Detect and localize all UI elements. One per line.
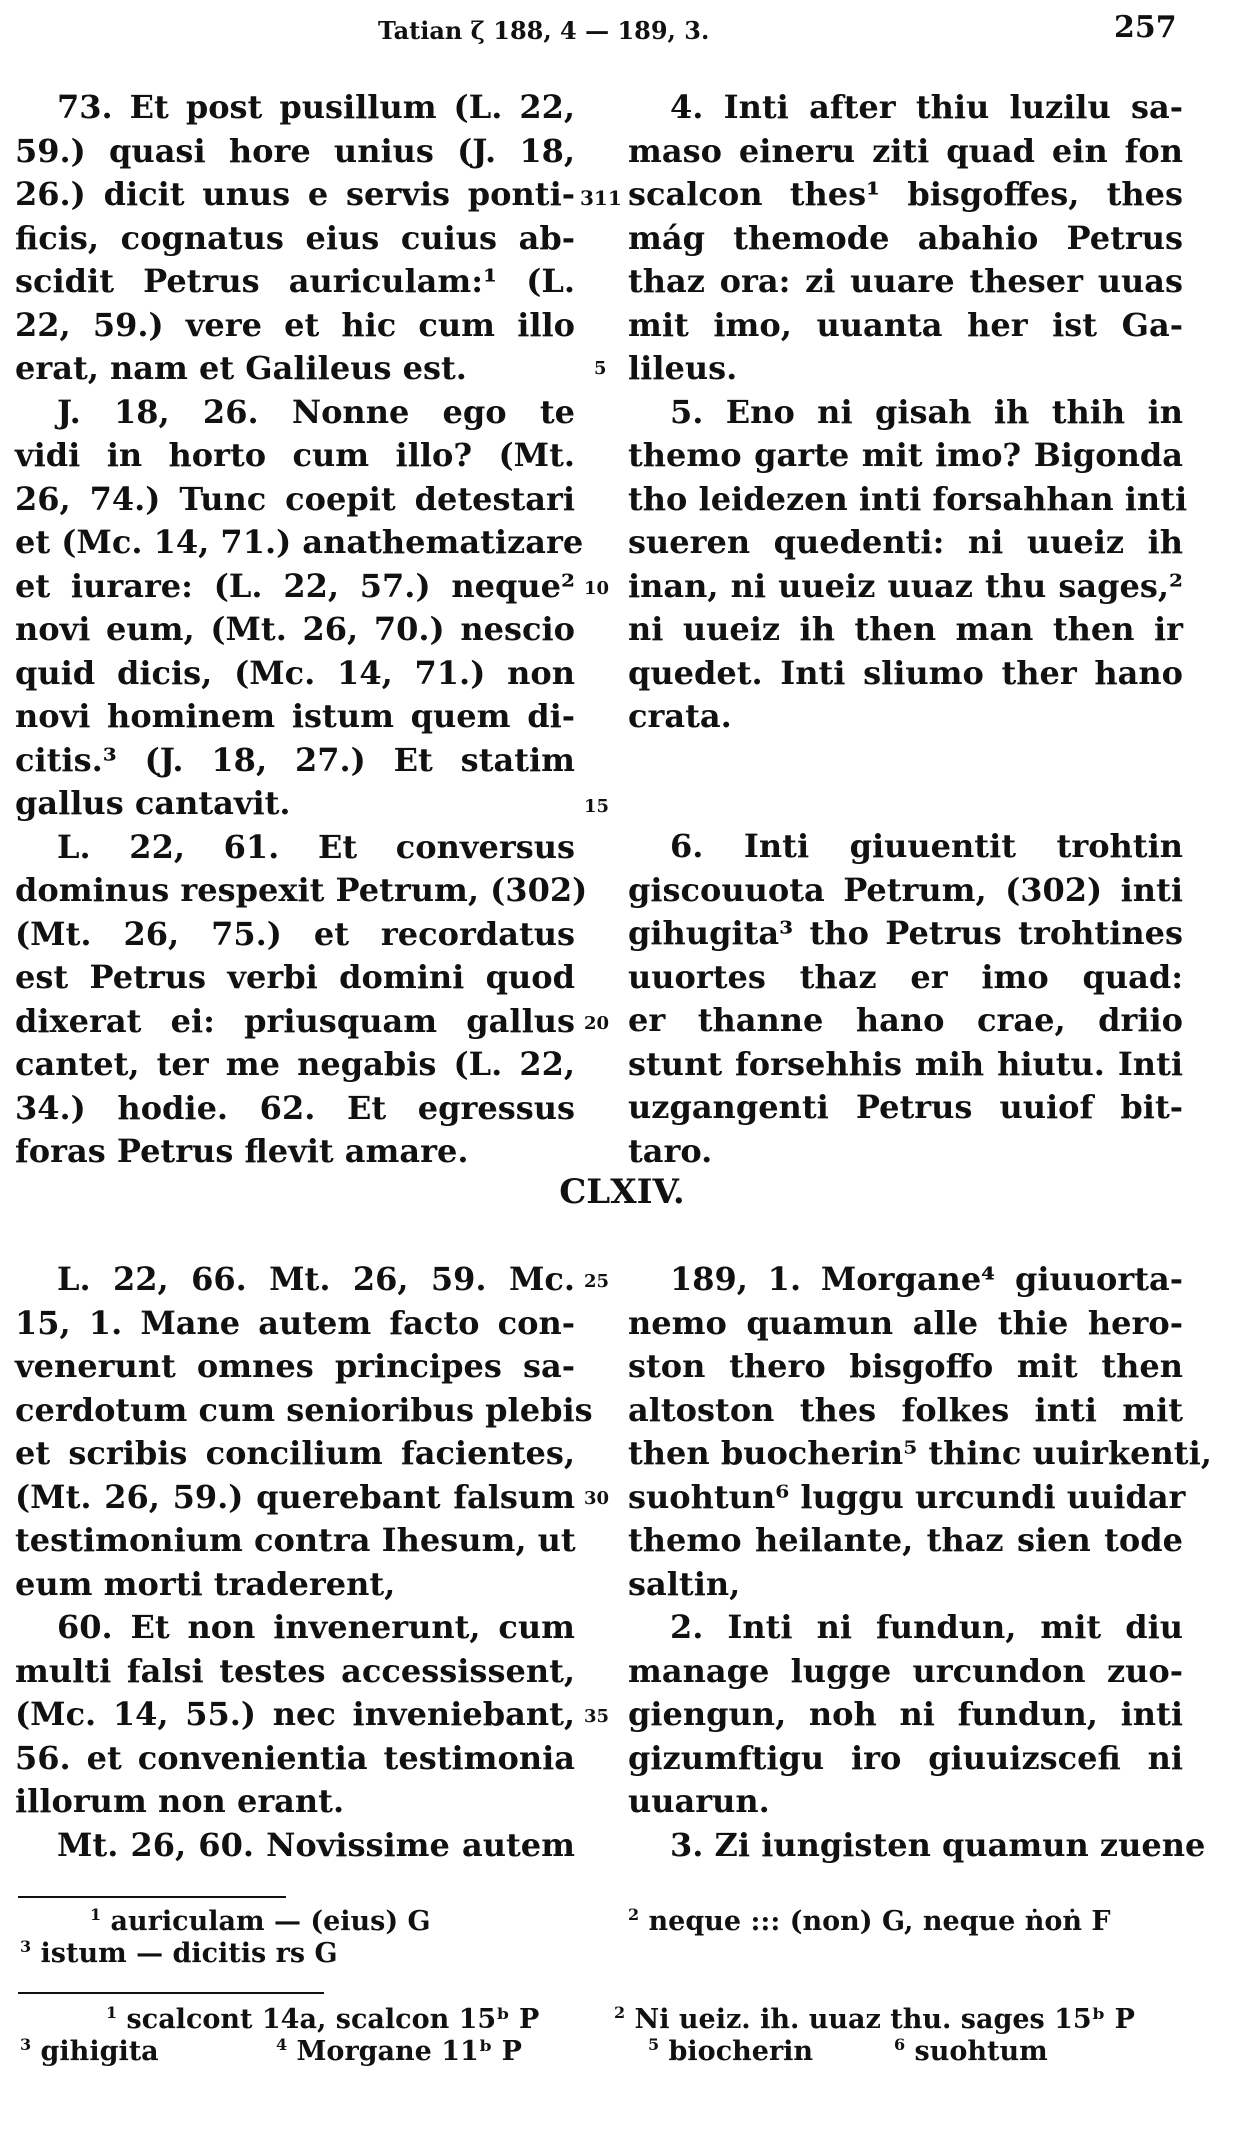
text-line: novi hominem istum quem di-	[15, 697, 575, 735]
text-line: quedet. Inti sliumo ther hano	[628, 653, 1183, 692]
manuscript-page-number: 311	[580, 186, 622, 210]
text-line: crata.	[628, 697, 732, 735]
latin-column-upper	[15, 86, 588, 1174]
line-number: 5	[594, 358, 607, 379]
text-line: 3. Zi iungisten quamun zuene	[670, 1825, 1206, 1864]
text-line: et (Mc. 14, 71.) anathematizare	[15, 523, 584, 561]
footnote-ohg-3	[20, 2036, 159, 2068]
line-number: 20	[584, 1013, 610, 1034]
text-line: sueren quedenti: ni uueiz ih	[628, 523, 1183, 561]
line-number: 25	[584, 1271, 610, 1292]
footnote-ohg-6	[894, 2036, 1048, 2068]
text-line: 189, 1. Morgane⁴ giuuorta-	[670, 1260, 1183, 1298]
text-line: ston thero bisgoffo mit then	[628, 1347, 1183, 1385]
text-line: 5. Eno ni gisah ih thih in	[670, 392, 1183, 431]
text-line: vidi in horto cum illo? (Mt.	[15, 436, 575, 474]
text-line: manage lugge urcundon zuo-	[628, 1651, 1183, 1690]
footnote-marker: 2	[628, 1905, 640, 1924]
text-line: citis.³ (J. 18, 27.) Et statim	[15, 740, 575, 779]
footnote-rule	[18, 1992, 324, 1994]
footnote-text: Ni ueiz. ih. uuaz thu. sages 15ᵇ P	[634, 2004, 1135, 2035]
text-line: uzgangenti Petrus uuiof bit-	[628, 1088, 1183, 1126]
text-line: inan, ni uueiz uuaz thu sages,²	[628, 566, 1183, 605]
text-line: 26, 74.) Tunc coepit detestari	[15, 479, 575, 518]
text-line: foras Petrus flevit amare.	[15, 1132, 469, 1170]
text-line: 56. et convenientia testimonia	[15, 1738, 575, 1777]
text-line: (Mt. 26, 75.) et recordatus	[15, 914, 575, 953]
text-line: illorum non erant.	[15, 1782, 345, 1820]
line-number: 15	[584, 796, 610, 817]
running-title: Tatian ζ 188, 4 — 189, 3.	[378, 16, 710, 45]
running-header	[0, 10, 1244, 50]
text-line: dominus respexit Petrum, (302)	[15, 871, 588, 909]
footnote-marker: 4	[276, 2035, 288, 2054]
ohg-column-upper-a	[628, 86, 1188, 739]
text-line: themo garte mit imo? Bigonda	[628, 436, 1183, 474]
line-number: 10	[584, 578, 610, 599]
text-line: uuortes thaz er imo quad:	[628, 957, 1183, 996]
footnote-text: neque ::: (non) G, neque ṅoṅ F	[648, 1906, 1111, 1937]
footnote-ohg-5	[648, 2036, 813, 2068]
text-line: 4. Inti after thiu luzilu sa-	[670, 88, 1183, 126]
footnote-text: auriculam — (eius) G	[110, 1906, 431, 1937]
text-line: uuarun.	[628, 1782, 770, 1820]
footnote-ohg-1	[106, 2004, 539, 2036]
text-line: er thanne hano crae, driio	[628, 1001, 1183, 1039]
text-line: stunt forsehhis mih hiutu. Inti	[628, 1044, 1183, 1083]
text-line: gizumftigu iro giuuizscefi ni	[628, 1738, 1183, 1777]
text-line: cantet, ter me negabis (L. 22,	[15, 1045, 575, 1083]
text-line: est Petrus verbi domini quod	[15, 958, 575, 996]
footnote-ohg-2	[614, 2004, 1135, 2036]
text-line: L. 22, 66. Mt. 26, 59. Mc.	[57, 1260, 575, 1298]
section-heading: CLXIV.	[559, 1172, 685, 1212]
footnote-latin-3	[20, 1938, 338, 1970]
text-line: novi eum, (Mt. 26, 70.) nescio	[15, 610, 575, 648]
text-line: Mt. 26, 60. Novissime autem	[57, 1825, 575, 1864]
text-line: testimonium contra Ihesum, ut	[15, 1521, 576, 1559]
text-line: scidit Petrus auriculam:¹ (L.	[15, 262, 575, 300]
text-line: multi falsi testes accessissent,	[15, 1651, 575, 1690]
text-line: 26.) dicit unus e servis ponti-	[15, 175, 575, 213]
footnote-latin-1	[90, 1906, 431, 1938]
text-line: J. 18, 26. Nonne ego te	[57, 392, 575, 431]
text-line: nemo quamun alle thie hero-	[628, 1303, 1183, 1342]
text-line: et iurare: (L. 22, 57.) neque²	[15, 566, 575, 605]
text-line: 22, 59.) vere et hic cum illo	[15, 305, 575, 344]
text-line: altoston thes folkes inti mit	[628, 1390, 1183, 1429]
text-line: (Mt. 26, 59.) querebant falsum	[15, 1477, 575, 1516]
text-line: (Mc. 14, 55.) nec inveniebant,	[15, 1695, 575, 1733]
text-line: tho leidezen inti forsahhan inti	[628, 479, 1188, 518]
text-line: eum morti traderent,	[15, 1564, 396, 1603]
text-line: ni uueiz ih then man then ir	[628, 610, 1183, 648]
text-line: 15, 1. Mane autem facto con-	[15, 1303, 575, 1342]
text-line: erat, nam et Galileus est.	[15, 349, 467, 387]
text-line: 6. Inti giuuentit trohtin	[670, 827, 1183, 865]
latin-column-lower	[15, 1258, 593, 1867]
footnote-text: Morgane 11ᵇ P	[296, 2036, 522, 2067]
footnote-ohg-4	[276, 2036, 522, 2068]
text-line: ficis, cognatus eius cuius ab-	[15, 218, 575, 257]
text-line: scalcon thes¹ bisgoffes, thes	[628, 175, 1183, 213]
text-line: themo heilante, thaz sien tode	[628, 1521, 1183, 1559]
text-line: giscouuota Petrum, (302) inti	[628, 870, 1183, 909]
text-line: cerdotum cum senioribus plebis	[15, 1390, 593, 1429]
text-line: venerunt omnes principes sa-	[15, 1347, 575, 1385]
footnote-latin-2	[628, 1906, 1111, 1938]
text-line: 2. Inti ni fundun, mit diu	[670, 1608, 1183, 1646]
text-line: gallus cantavit.	[15, 784, 291, 822]
page-number: 257	[1114, 10, 1177, 45]
footnote-rule	[18, 1896, 286, 1898]
footnote-text: gihigita	[40, 2036, 159, 2067]
footnote-text: biocherin	[668, 2036, 814, 2067]
text-line: mág themode abahio Petrus	[628, 218, 1183, 257]
text-line: 34.) hodie. 62. Et egressus	[15, 1088, 575, 1127]
text-line: maso eineru ziti quad ein fon	[628, 131, 1183, 170]
text-line: then buocherin⁵ thinc uuirkenti,	[628, 1434, 1212, 1472]
footnote-marker: 5	[648, 2035, 660, 2054]
text-line: L. 22, 61. Et conversus	[57, 827, 575, 866]
text-line: lileus.	[628, 349, 738, 387]
text-line: suohtun⁶ luggu urcundi uuidar	[628, 1477, 1186, 1516]
text-line: dixerat ei: priusquam gallus	[15, 1001, 575, 1040]
footnote-marker: 2	[614, 2003, 626, 2022]
text-line: thaz ora: zi uuare theser uuas	[628, 262, 1183, 300]
text-line: taro.	[628, 1131, 713, 1170]
footnote-marker: 1	[90, 1905, 102, 1924]
text-line: giengun, noh ni fundun, inti	[628, 1695, 1183, 1733]
ohg-column-lower	[628, 1258, 1212, 1867]
footnote-text: scalcont 14a, scalcon 15ᵇ P	[126, 2004, 540, 2035]
footnote-text: suohtum	[914, 2036, 1048, 2067]
footnote-marker: 3	[20, 2035, 32, 2054]
footnote-text: istum — dicitis rs G	[40, 1938, 338, 1969]
footnote-marker: 1	[106, 2003, 118, 2022]
text-line: quid dicis, (Mc. 14, 71.) non	[15, 653, 575, 692]
line-number: 35	[584, 1706, 610, 1727]
text-line: 59.) quasi hore unius (J. 18,	[15, 131, 575, 170]
footnote-marker: 6	[894, 2035, 906, 2054]
line-number: 30	[584, 1488, 610, 1509]
text-line: 60. Et non invenerunt, cum	[57, 1608, 575, 1646]
text-line: et scribis concilium facientes,	[15, 1434, 575, 1472]
text-line: 73. Et post pusillum (L. 22,	[57, 88, 575, 126]
ohg-column-upper-b	[628, 825, 1183, 1173]
text-line: mit imo, uuanta her ist Ga-	[628, 305, 1183, 344]
text-line: saltin,	[628, 1564, 741, 1603]
footnote-marker: 3	[20, 1937, 32, 1956]
text-line: gihugita³ tho Petrus trohtines	[628, 914, 1183, 952]
